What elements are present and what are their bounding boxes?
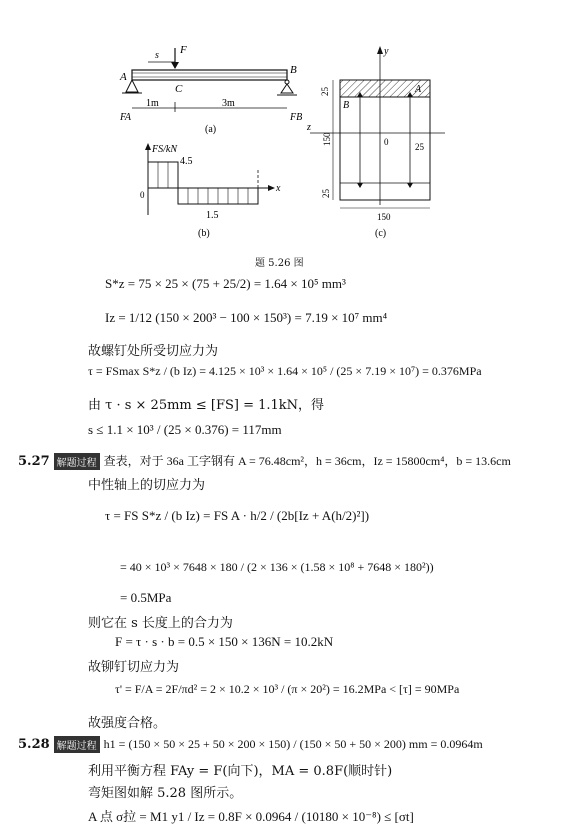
problem-5-28 [18, 736, 483, 753]
dim-25-top: 25 [320, 87, 330, 96]
label-cA: A [415, 84, 422, 95]
eq-sigma-a: A 点 σ拉 = M1 y1 / Iz = 0.8F × 0.0964 / (10180 × 10⁻⁸) ≤ [σt] [88, 809, 414, 824]
ylabel-fs: FS/kN [152, 144, 177, 155]
value-1-5: 1.5 [206, 210, 219, 221]
tag-c: (c) [375, 228, 387, 239]
dim-1m: 1m [146, 98, 159, 109]
text-moment-diagram: 弯矩图如解 5.28 图所示。 [88, 786, 243, 801]
problem-5-27 [18, 452, 511, 470]
label-FA: FA [120, 112, 131, 123]
label-B: B [290, 64, 297, 76]
axis-z: z [307, 122, 311, 133]
solution-tag-527: 解题过程 [54, 453, 100, 470]
text-condition: 由 τ · s × 25mm ≤ [FS] = 1.1kN，得 [88, 398, 325, 413]
text-strength-ok: 故强度合格。 [88, 716, 167, 731]
text-equilibrium: 利用平衡方程 FAy = F(向下)，MA = 0.8F(顺时针) [88, 764, 393, 779]
text-resultant: 则它在 s 长度上的合力为 [88, 616, 233, 631]
problem-number-527: 5.27 [18, 454, 50, 469]
eq-rivet-stress: τ' = F/A = 2F/πd² = 2 × 10.2 × 10³ / (π × 20²) = 16.2MPa < [τ] = 90MPa [115, 682, 460, 696]
eq-tau: τ = FSmax S*z / (b Iz) = 4.125 × 10³ × 1.64 × 10⁵ / (25 × 7.19 × 10⁷) = 0.376MPa [88, 364, 482, 378]
eq-tau-result: = 0.5MPa [120, 590, 172, 605]
dim-25-right: 25 [415, 142, 424, 152]
text-neutral-axis: 中性轴上的切应力为 [88, 478, 206, 493]
text-rivet-stress: 故铆钉切应力为 [88, 660, 180, 675]
eq-iz: Iz = 1/12 (150 × 200³ − 100 × 150³) = 7.19 × 10⁷ mm⁴ [105, 310, 388, 325]
tag-a: (a) [205, 124, 217, 135]
dim-25-bottom: 25 [321, 189, 331, 198]
eq-tau-substituted: = 40 × 10³ × 7648 × 180 / (2 × 136 × (1.58 × 10⁸ + 7648 × 180²)) [120, 560, 434, 574]
problem-number-528: 5.28 [18, 737, 50, 752]
label-FB: FB [290, 112, 303, 123]
figure-caption: 题 5.26 图 [255, 258, 304, 269]
label-F: F [180, 44, 187, 56]
eq-sz: S*z = 75 × 25 × (75 + 25/2) = 1.64 × 10⁵ mm³ [105, 276, 346, 291]
figure-a-beam [110, 40, 310, 140]
solution-tag-528: 解题过程 [54, 736, 100, 753]
eq-h1: h1 = (150 × 50 × 25 + 50 × 200 × 150) / (150 × 50 + 50 × 200) mm = 0.0964m [103, 737, 483, 751]
label-A: A [120, 71, 127, 83]
label-cB: B [343, 100, 350, 111]
label-s: s [155, 50, 159, 61]
label-C: C [175, 83, 183, 95]
dim-150-width: 150 [377, 212, 391, 222]
value-4-5: 4.5 [180, 156, 193, 167]
xlabel-x: x [276, 183, 281, 194]
figure-b-shear-diagram [138, 140, 288, 240]
tag-b: (b) [198, 228, 210, 239]
text-527-table: 查表，对于 36a 工字钢有 A = 76.48cm²，h = 36cm，Iz = 15800cm⁴，b = 13.6cm [103, 454, 511, 468]
dim-150: 150 [322, 132, 332, 146]
figure-c-cross-section [305, 40, 455, 240]
axis-y: y [384, 46, 389, 57]
origin-0: 0 [140, 190, 145, 200]
eq-force: F = τ · s · b = 0.5 × 150 × 136N = 10.2kN [115, 634, 334, 649]
origin-c: 0 [384, 137, 389, 147]
eq-s: s ≤ 1.1 × 10³ / (25 × 0.376) = 117mm [88, 422, 282, 437]
eq-tau-neutral: τ = FS S*z / (b Iz) = FS A · h/2 / (2b[Iz + A(h/2)²]) [105, 508, 370, 523]
text-shear-stress-intro: 故螺钉处所受切应力为 [88, 344, 219, 359]
dim-3m: 3m [222, 98, 235, 109]
